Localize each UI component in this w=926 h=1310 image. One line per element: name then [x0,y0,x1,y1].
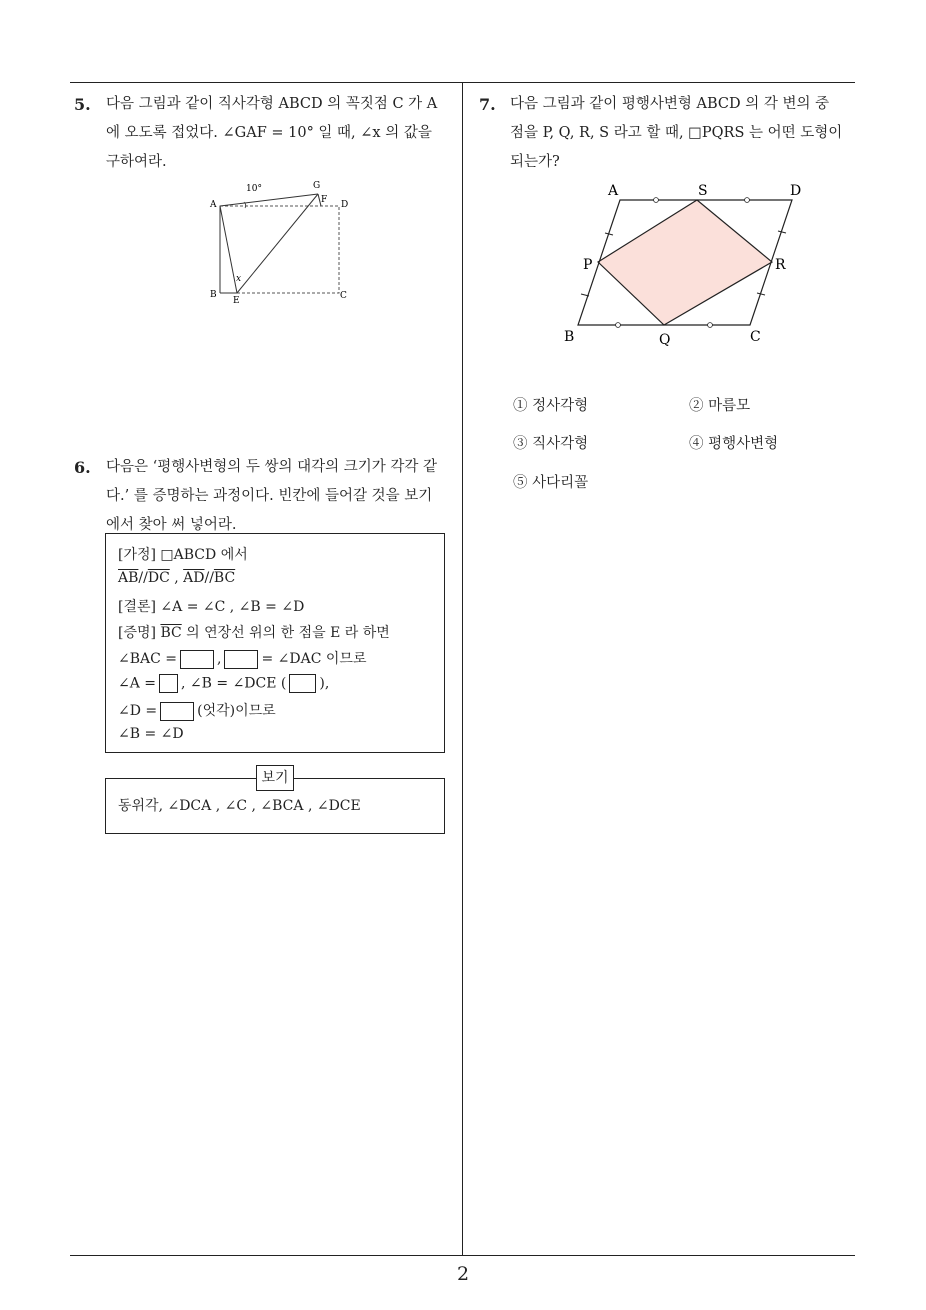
proof-text: (엇각)이므로 [197,703,276,719]
point-f-label: F [321,195,328,205]
question-6-line: 다.’ 를 증명하는 과정이다. 빈칸에 들어갈 것을 보기 [106,488,433,504]
question-6-line: 에서 찾아 써 넣어라. [106,517,237,533]
point-a-label: A [608,183,619,199]
segment-bc: $\overline{BC}$ [213,570,236,586]
point-g-label: G [313,181,321,191]
bottom-rule [70,1255,855,1256]
choice-4[interactable]: ④ 평행사변형 [689,436,779,452]
column-divider [462,82,463,1256]
answer-blank-3[interactable] [159,674,178,693]
question-5-text [106,90,454,177]
answer-blank-5[interactable] [160,702,194,721]
point-s-label: S [698,183,708,199]
question-5-line: 구하여라. [106,154,167,170]
question-6-line: 다음은 ‘평행사변형의 두 쌍의 대각의 크기가 각각 같 [106,459,438,475]
question-6-number: 6. [74,458,91,477]
proof-label: [증명] [118,625,161,641]
fold-rectangle-figure [200,175,360,310]
answer-blank-1[interactable] [180,650,214,669]
proof-text: ∠D = [118,703,158,719]
bogi-options: 동위각, ∠DCA , ∠C , ∠BCA , ∠DCE [118,798,361,814]
proof-final: ∠B = ∠D [118,726,184,742]
proof-text: ), [319,675,330,692]
point-p-label: P [583,257,593,273]
question-5-line: 에 오도록 접었다. ∠GAF = 10° 일 때, ∠x 의 값을 [106,125,432,141]
proof-text: ∠A = [118,675,157,692]
point-c-label: C [750,329,761,345]
answer-blank-4[interactable] [289,674,316,693]
question-7-text [510,90,856,177]
choice-3[interactable]: ③ 직사각형 [513,436,589,452]
answer-blank-2[interactable] [224,650,258,669]
proof-step-2 [118,674,329,693]
question-7-line: 점을 P, Q, R, S 라고 할 때, □PQRS 는 어떤 도형이 [510,125,843,141]
segment-ad: $\overline{AD}$ [183,570,205,586]
pqrs-quadrilateral [598,200,772,325]
proof-step-1 [118,648,366,669]
bogi-title: 보기 [256,765,294,791]
proof-step-3 [118,700,276,721]
proof-assumption: [가정] □ABCD 에서 [118,547,248,563]
proof-text: , [217,651,222,667]
proof-text: = ∠DAC 이므로 [261,651,367,667]
question-7-line: 다음 그림과 같이 평행사변형 ABCD 의 각 변의 중 [510,96,830,112]
proof-text: 의 연장선 위의 한 점을 E 라 하면 [181,625,390,641]
question-7-number: 7. [479,95,496,114]
point-r-label: R [775,257,786,273]
separator: , [169,570,184,586]
question-7-line: 되는가? [510,154,560,170]
segment-dc: $\overline{DC}$ [147,570,170,586]
point-d-label: D [341,200,349,210]
angle-10-label: 10° [246,184,262,194]
segment-bc: $\overline{BC}$ [160,625,182,641]
proof-text: , ∠B = ∠DCE ( [181,675,287,692]
choice-2[interactable]: ② 마름모 [689,398,751,414]
point-d-label: D [790,183,802,199]
question-6-text [106,453,454,540]
point-b-label: B [210,290,217,300]
proof-start [118,622,390,642]
question-5-number: 5. [74,95,91,114]
proof-text: ∠BAC = [118,651,178,667]
parallelogram-figure [560,178,810,350]
angle-x-label: x [236,274,242,284]
proof-parallel-sides [118,570,235,586]
proof-box [105,533,445,753]
choice-5[interactable]: ⑤ 사다리꼴 [513,475,589,491]
choice-1[interactable]: ① 정사각형 [513,398,589,414]
point-e-label: E [233,296,240,306]
point-a-label: A [210,200,217,210]
point-c-label: C [340,291,347,301]
point-b-label: B [564,329,575,345]
parallel-symbol: // [204,570,214,586]
segment-ab: $\overline{AB}$ [118,570,139,586]
proof-conclusion: [결론] ∠A = ∠C , ∠B = ∠D [118,599,305,615]
parallel-symbol: // [138,570,148,586]
point-q-label: Q [659,332,671,348]
page-number: 2 [456,1263,470,1285]
question-5-line: 다음 그림과 같이 직사각형 ABCD 의 꼭짓점 C 가 A [106,96,438,112]
